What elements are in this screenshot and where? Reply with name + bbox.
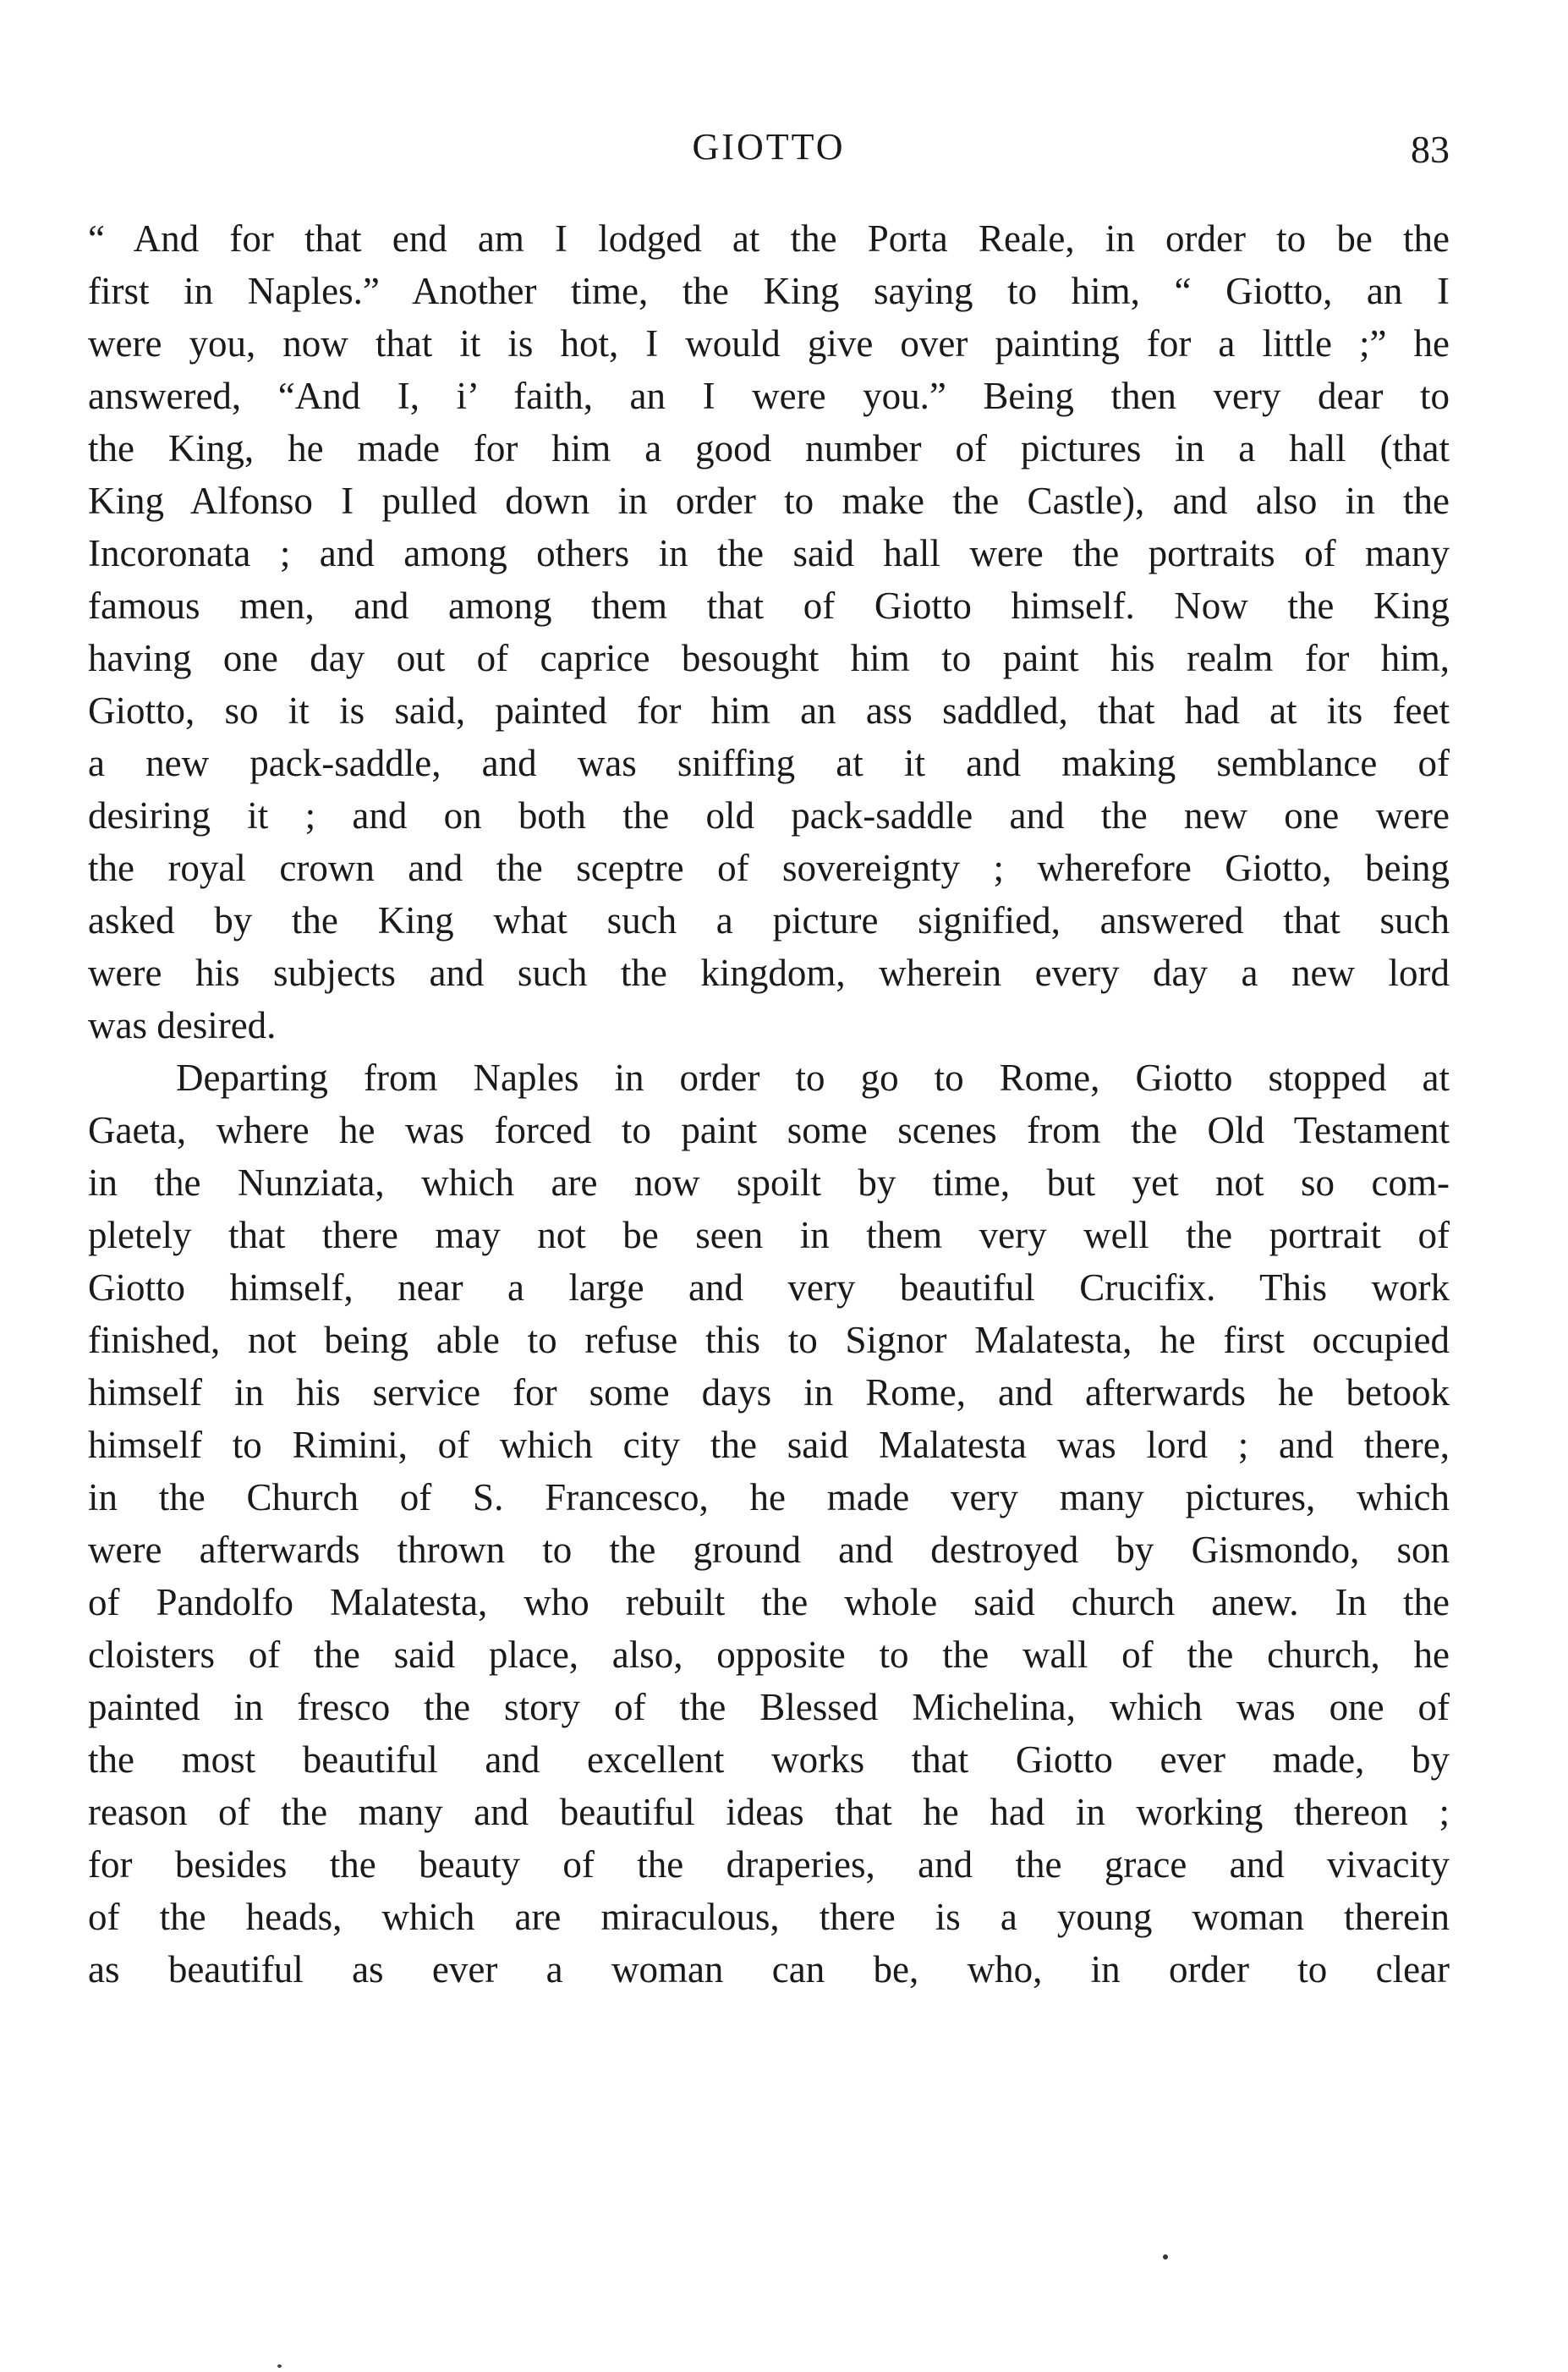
- text-line: were his subjects and such the kingdom, wherein every day a new lord: [88, 952, 1450, 994]
- text-line: himself to Rimini, of which city the said Malatesta was lord ; and there,: [88, 1424, 1450, 1466]
- text-line: Gaeta, where he was forced to paint some scenes from the Old Testament: [88, 1109, 1450, 1151]
- text-line: Giotto himself, near a large and very beautiful Crucifix. This work: [88, 1266, 1450, 1309]
- text-line: himself in his service for some days in Rome, and afterwards he betook: [88, 1371, 1450, 1414]
- ink-speck: [277, 2364, 282, 2368]
- text-line: pletely that there may not be seen in them very well the portrait of: [88, 1214, 1450, 1256]
- body-text: [88, 212, 1450, 1996]
- text-line: a new pack-saddle, and was sniffing at it and making semblance of: [88, 742, 1450, 784]
- text-line: the royal crown and the sceptre of sovereignty ; wherefore Giotto, being: [88, 847, 1450, 889]
- text-line: for besides the beauty of the draperies, and the grace and vivacity: [88, 1843, 1450, 1886]
- text-line: were afterwards thrown to the ground and destroyed by Gismondo, son: [88, 1529, 1450, 1571]
- text-line: “ And for that end am I lodged at the Porta Reale, in order to be the: [88, 217, 1450, 260]
- page-number: 83: [1411, 128, 1450, 171]
- text-line: of Pandolfo Malatesta, who rebuilt the whole said church anew. In the: [88, 1581, 1450, 1623]
- text-line: in the Church of S. Francesco, he made very many pictures, which: [88, 1476, 1450, 1518]
- text-line: reason of the many and beautiful ideas that he had in working thereon ;: [88, 1791, 1450, 1833]
- text-line: desiring it ; and on both the old pack-saddle and the new one were: [88, 794, 1450, 837]
- text-line: answered, “And I, i’ faith, an I were you.” Being then very dear to: [88, 375, 1450, 417]
- running-title: GIOTTO: [692, 126, 846, 167]
- text-line: cloisters of the said place, also, opposite to the wall of the church, he: [88, 1633, 1450, 1676]
- text-line: painted in fresco the story of the Blessed Michelina, which was one of: [88, 1686, 1450, 1728]
- text-line: the most beautiful and excellent works that Giotto ever made, by: [88, 1738, 1450, 1781]
- text-line: King Alfonso I pulled down in order to make the Castle), and also in the: [88, 480, 1450, 522]
- running-head: [88, 125, 1450, 176]
- text-line: as beautiful as ever a woman can be, who, in order to clear: [88, 1948, 1450, 1990]
- text-line: were you, now that it is hot, I would give over painting for a little ;” he: [88, 322, 1450, 365]
- text-line: Incoronata ; and among others in the said hall were the portraits of many: [88, 532, 1450, 574]
- text-line: finished, not being able to refuse this to Signor Malatesta, he first occupied: [88, 1319, 1450, 1361]
- text-line: in the Nunziata, which are now spoilt by time, but yet not so com-: [88, 1161, 1450, 1204]
- text-line: Giotto, so it is said, painted for him an ass saddled, that had at its feet: [88, 689, 1450, 732]
- text-line: the King, he made for him a good number of pictures in a hall (that: [88, 427, 1450, 469]
- paragraph-end-line: was desired.: [88, 1004, 277, 1046]
- ink-speck: [1163, 2254, 1168, 2259]
- text-line: first in Naples.” Another time, the King saying to him, “ Giotto, an I: [88, 270, 1450, 312]
- paragraph-start-line: Departing from Naples in order to go to Rome, Giotto stopped at: [176, 1057, 1450, 1099]
- text-line: asked by the King what such a picture signified, answered that such: [88, 899, 1450, 942]
- text-line: famous men, and among them that of Giotto himself. Now the King: [88, 585, 1450, 627]
- text-line: having one day out of caprice besought him to paint his realm for him,: [88, 637, 1450, 679]
- text-line: of the heads, which are miraculous, there is a young woman therein: [88, 1896, 1450, 1938]
